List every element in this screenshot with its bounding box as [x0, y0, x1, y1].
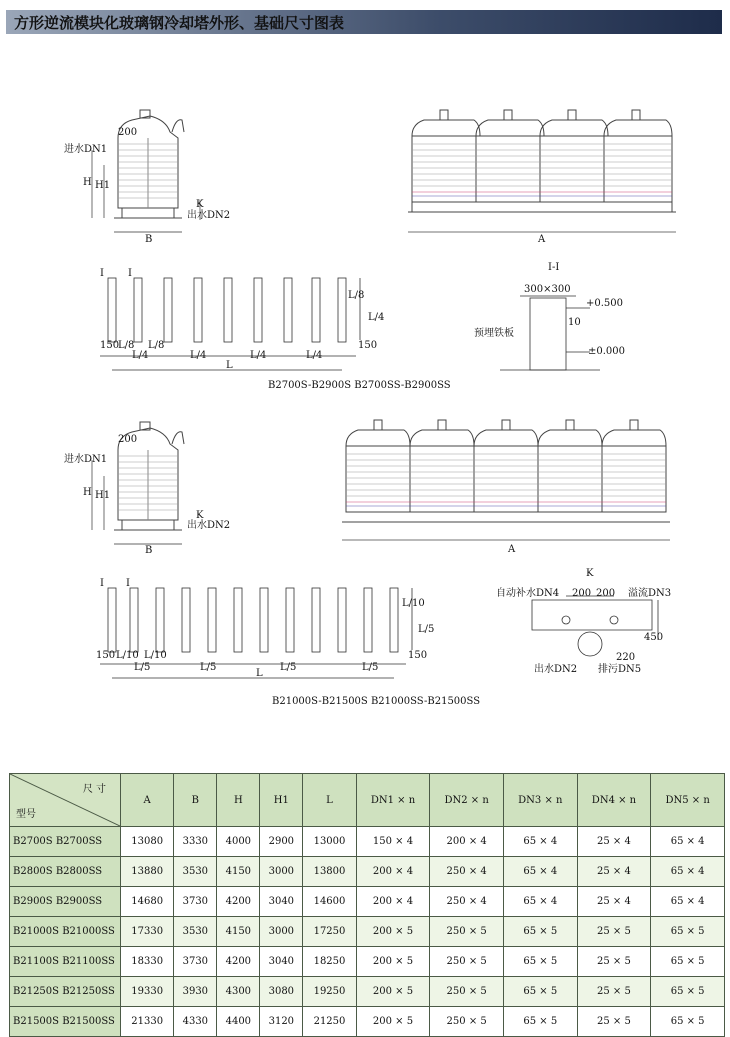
table-cell: 17330: [121, 917, 174, 947]
plan1-dim-l4-a: L/4: [132, 350, 149, 361]
side2-k-label: K: [196, 510, 204, 521]
side2-b-label: B: [145, 545, 153, 556]
table-cell: 65 × 4: [651, 887, 725, 917]
detail-k-title: K: [586, 568, 594, 579]
model-cell: B21100S B21100SS: [10, 947, 121, 977]
plan1-dim-l: L: [226, 360, 233, 371]
side1-k-label: K: [196, 199, 204, 210]
header-cell: A: [121, 774, 174, 827]
table-cell: 3000: [260, 917, 303, 947]
table-cell: 250 × 4: [430, 857, 504, 887]
side-view-2-dims: [92, 460, 182, 544]
table-cell: 200 × 5: [356, 977, 430, 1007]
front-view-2-slats: [346, 454, 666, 506]
table-row: [10, 827, 725, 857]
side2-outlet-label: 出水DN2: [187, 520, 231, 531]
side-view-1-dims: [92, 150, 200, 232]
table-cell: 200 × 5: [356, 947, 430, 977]
header-cell: L: [303, 774, 356, 827]
table-cell: 13880: [121, 857, 174, 887]
table-cell: 14680: [121, 887, 174, 917]
table-row: [10, 1007, 725, 1037]
header-cell: DN1 × n: [356, 774, 430, 827]
table-cell: 200 × 5: [356, 917, 430, 947]
table-cell: 65 × 4: [503, 857, 577, 887]
table-cell: 250 × 5: [430, 917, 504, 947]
table-cell: 200 × 5: [356, 1007, 430, 1037]
plan2-dim-l10-side: L/10: [402, 598, 425, 609]
table-cell: 3530: [174, 857, 217, 887]
model-cell: B2900S B2900SS: [10, 887, 121, 917]
plan1-dim-150-left: 150: [100, 340, 120, 351]
table-cell: 4200: [217, 887, 260, 917]
front2-a-label: A: [508, 544, 516, 555]
header-cell: H: [217, 774, 260, 827]
plan1-dim-l4-b: L/4: [190, 350, 207, 361]
corner-top-label: 尺 寸: [82, 784, 106, 795]
table-cell: 4330: [174, 1007, 217, 1037]
table-cell: 21250: [303, 1007, 356, 1037]
detail-k-drain: 排污DN5: [598, 664, 642, 675]
table-cell: 200 × 4: [430, 827, 504, 857]
table-cell: 25 × 5: [577, 977, 651, 1007]
plan1-marker-right: I: [128, 268, 132, 279]
table-cell: 3120: [260, 1007, 303, 1037]
table-cell: 250 × 5: [430, 1007, 504, 1037]
corner-bottom-label: 型号: [16, 809, 36, 820]
table-row: [10, 887, 725, 917]
table-cell: 25 × 5: [577, 947, 651, 977]
table-cell: 65 × 5: [651, 947, 725, 977]
table-cell: 65 × 4: [651, 827, 725, 857]
table-cell: 3330: [174, 827, 217, 857]
model-cell: B2800S B2800SS: [10, 857, 121, 887]
table-cell: 150 × 4: [356, 827, 430, 857]
table-cell: 21330: [121, 1007, 174, 1037]
table-row: [10, 857, 725, 887]
plan1-dim-l8-a: L/8: [118, 340, 135, 351]
table-cell: 200 × 4: [356, 857, 430, 887]
plan2-caption: B21000S-B21500S B21000SS-B21500SS: [272, 696, 481, 707]
table-row: [10, 977, 725, 1007]
plan1-marker-left: I: [100, 268, 104, 279]
table-cell: 65 × 5: [651, 917, 725, 947]
table-cell: 13800: [303, 857, 356, 887]
plan1-dim-150-right: 150: [358, 340, 378, 351]
table-cell: 3080: [260, 977, 303, 1007]
section-plate-label: 预埋铁板: [474, 328, 514, 339]
section-level-top: +0.500: [586, 298, 624, 309]
page-header-bar: [6, 10, 722, 34]
model-cell: B21000S B21000SS: [10, 917, 121, 947]
table-cell: 65 × 4: [651, 857, 725, 887]
header-cell: DN5 × n: [651, 774, 725, 827]
section-detail: [500, 296, 600, 370]
table-cell: 3730: [174, 887, 217, 917]
detail-k-d3: 220: [616, 652, 636, 663]
section-dim10: 10: [568, 317, 581, 328]
table-cell: 3730: [174, 947, 217, 977]
side1-top-dim: 200: [118, 127, 138, 138]
section-size: 300×300: [524, 284, 571, 295]
table-cell: 4200: [217, 947, 260, 977]
detail-k-makeup: 自动补水DN4: [496, 588, 560, 599]
plan1-dim-l4-side: L/4: [368, 312, 385, 323]
plan1-dim-l4-c: L/4: [250, 350, 267, 361]
table-cell: 13080: [121, 827, 174, 857]
side2-inlet-label: 进水DN1: [64, 454, 108, 465]
side1-outlet-label: 出水DN2: [187, 210, 231, 221]
detail-k-d1: 200: [572, 588, 592, 599]
table-cell: 3530: [174, 917, 217, 947]
plan1-dim-l8-side: L/8: [348, 290, 365, 301]
table-cell: 250 × 5: [430, 947, 504, 977]
table-cell: 13000: [303, 827, 356, 857]
table-cell: 65 × 4: [503, 887, 577, 917]
table-cell: 18330: [121, 947, 174, 977]
header-cell: B: [174, 774, 217, 827]
section-title: I-I: [548, 262, 560, 273]
plan1-dim-l8-b: L/8: [148, 340, 165, 351]
front-view-1: [408, 110, 676, 232]
plan2-dim-l5-side: L/5: [418, 624, 435, 635]
front-view-1-slats: [412, 144, 672, 196]
table-cell: 19330: [121, 977, 174, 1007]
page-title: 方形逆流模块化玻璃钢冷却塔外形、基础尺寸图表: [14, 14, 345, 32]
plan2-dim-l: L: [256, 668, 263, 679]
table-cell: 65 × 5: [651, 977, 725, 1007]
table-cell: 18250: [303, 947, 356, 977]
plan2-dim-l10-a: L/10: [116, 650, 139, 661]
table-cell: 2900: [260, 827, 303, 857]
plan2-marker-left: I: [100, 578, 104, 589]
model-cell: B2700S B2700SS: [10, 827, 121, 857]
detail-k-d4: 450: [644, 632, 664, 643]
table-cell: 4150: [217, 917, 260, 947]
table-cell: 65 × 5: [503, 947, 577, 977]
table-cell: 25 × 4: [577, 827, 651, 857]
table-cell: 4150: [217, 857, 260, 887]
table-cell: 65 × 5: [503, 977, 577, 1007]
table-cell: 250 × 5: [430, 977, 504, 1007]
table-cell: 200 × 4: [356, 887, 430, 917]
table-cell: 65 × 5: [503, 1007, 577, 1037]
plan2-dim-l10-b: L/10: [144, 650, 167, 661]
table-cell: 3040: [260, 947, 303, 977]
table-cell: 25 × 4: [577, 887, 651, 917]
front1-a-label: A: [538, 234, 546, 245]
plan2-dim-l5-c: L/5: [280, 662, 297, 673]
table-cell: 17250: [303, 917, 356, 947]
side1-inlet-label: 进水DN1: [64, 144, 108, 155]
spec-table-header-row: [10, 774, 725, 827]
table-cell: 65 × 5: [503, 917, 577, 947]
side1-b-label: B: [145, 234, 153, 245]
plan1-caption: B2700S-B2900S B2700SS-B2900SS: [268, 380, 451, 391]
table-cell: 65 × 4: [503, 827, 577, 857]
plan2-dim-150-right: 150: [408, 650, 428, 661]
detail-k-d2: 200: [596, 588, 616, 599]
table-cell: 250 × 4: [430, 887, 504, 917]
table-cell: 4400: [217, 1007, 260, 1037]
side2-h-label: H: [83, 487, 92, 498]
table-row: [10, 917, 725, 947]
table-cell: 3930: [174, 977, 217, 1007]
table-cell: 25 × 4: [577, 857, 651, 887]
plan2-dim-l5-b: L/5: [200, 662, 217, 673]
table-cell: 14600: [303, 887, 356, 917]
spec-table: [9, 773, 725, 1037]
plan2-dim-l5-a: L/5: [134, 662, 151, 673]
table-cell: 19250: [303, 977, 356, 1007]
table-cell: 4300: [217, 977, 260, 1007]
front-view-2: [342, 420, 670, 540]
table-cell: 65 × 5: [651, 1007, 725, 1037]
header-cell: DN3 × n: [503, 774, 577, 827]
header-cell: H1: [260, 774, 303, 827]
table-row: [10, 947, 725, 977]
table-cell: 4000: [217, 827, 260, 857]
side1-h1-label: H1: [95, 180, 111, 191]
detail-k: [532, 596, 658, 656]
table-cell: 3000: [260, 857, 303, 887]
header-cell: DN2 × n: [430, 774, 504, 827]
plan1-dim-l4-d: L/4: [306, 350, 323, 361]
side1-h-label: H: [83, 177, 92, 188]
detail-k-outlet: 出水DN2: [534, 664, 578, 675]
side2-h1-label: H1: [95, 490, 111, 501]
plan2-marker-right: I: [126, 578, 130, 589]
model-cell: B21500S B21500SS: [10, 1007, 121, 1037]
side2-top-dim: 200: [118, 434, 138, 445]
drawings-canvas: [0, 40, 730, 760]
plan2-dim-150-left: 150: [96, 650, 116, 661]
table-cell: 25 × 5: [577, 917, 651, 947]
model-cell: B21250S B21250SS: [10, 977, 121, 1007]
header-cell: DN4 × n: [577, 774, 651, 827]
detail-k-overflow: 溢流DN3: [628, 588, 672, 599]
spec-table-corner: [10, 774, 121, 827]
table-cell: 3040: [260, 887, 303, 917]
table-cell: 25 × 5: [577, 1007, 651, 1037]
plan2-dim-l5-d: L/5: [362, 662, 379, 673]
section-level-zero: ±0.000: [588, 346, 626, 357]
